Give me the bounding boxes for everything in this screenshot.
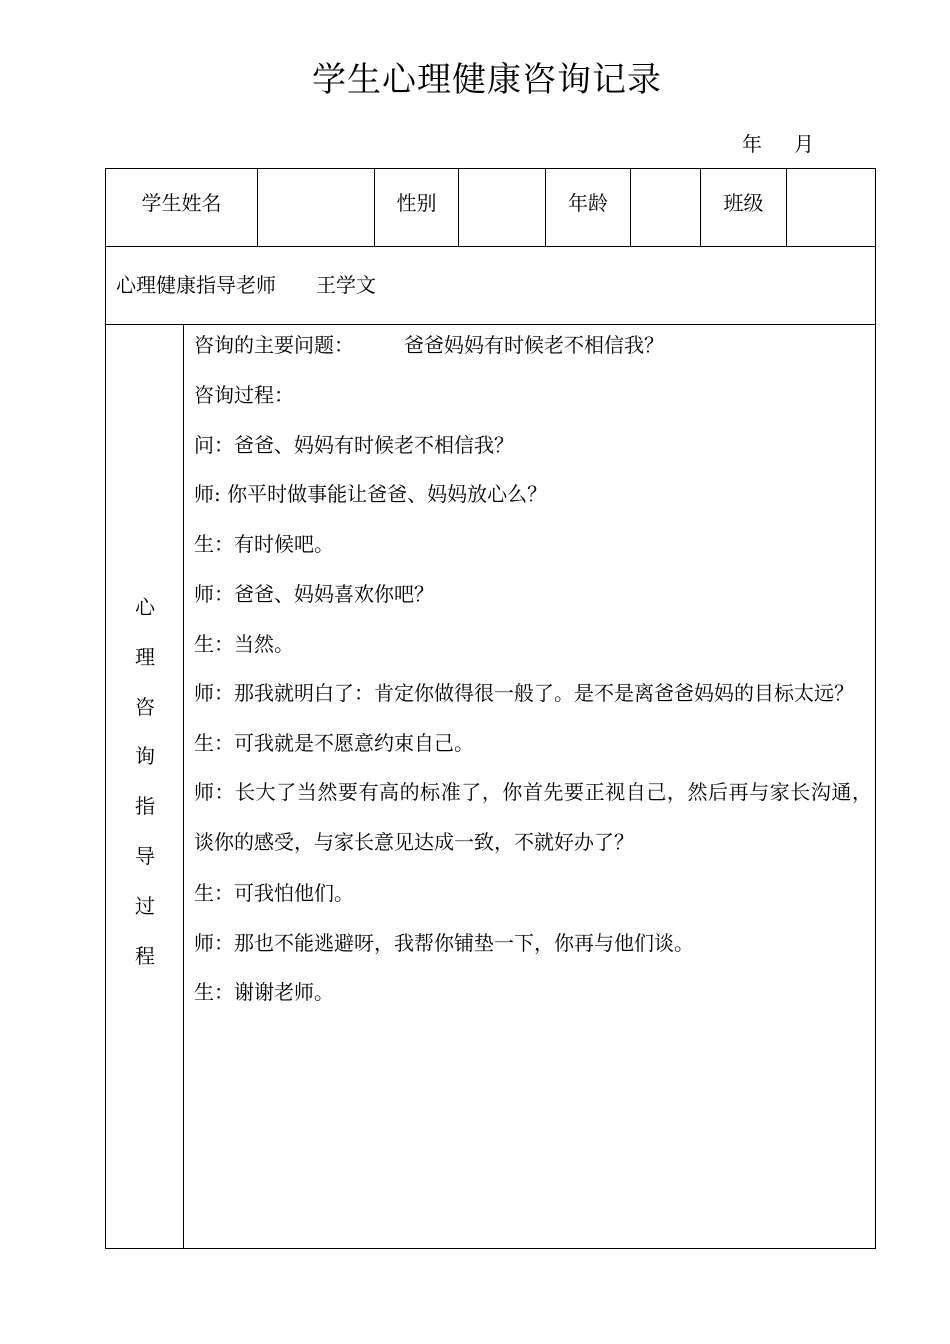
side-char: 咨: [135, 694, 155, 719]
side-char: 程: [135, 943, 155, 968]
dialogue-line: 师: 你平时做事能让爸爸、妈妈放心么？: [194, 482, 548, 507]
student-name-label: 学生姓名: [106, 169, 258, 246]
side-char: 心: [135, 595, 155, 619]
date-line: [742, 128, 814, 157]
age-field[interactable]: [631, 169, 701, 246]
age-label: 年龄: [546, 169, 631, 246]
gender-field[interactable]: [459, 169, 546, 246]
dialogue-line: 师：长大了当然要有高的标准了，你首先要正视自己，然后再与家长沟通，谈你的感受，与家长意见达成一致，不就好办了？: [194, 780, 872, 854]
teacher-label: 心理健康指导老师: [116, 273, 276, 297]
dialogue-line: 生：有时候吧。: [194, 532, 334, 557]
main-question-text: 爸爸妈妈有时候老不相信我？: [404, 333, 664, 357]
main-question-line: [194, 333, 872, 383]
dialogue-line: 师：爸爸、妈妈喜欢你吧？: [194, 581, 434, 606]
gender-label: 性别: [375, 169, 459, 246]
process-row: [106, 325, 875, 1248]
page-title: 学生心理健康咨询记录: [312, 60, 662, 100]
teacher-row: [106, 247, 875, 325]
side-char: 过: [135, 893, 155, 918]
class-label: 班级: [701, 169, 787, 246]
process-side-label: [106, 595, 184, 993]
dialogue-line: 师：那也不能逃避呀，我帮你铺垫一下，你再与他们谈。: [194, 930, 694, 955]
dialogue-line: 问：爸爸、妈妈有时候老不相信我？: [194, 432, 514, 457]
student-name-field[interactable]: [258, 169, 375, 246]
dialogue-line: 生：可我怕他们。: [194, 880, 354, 905]
dialogue-line: 生：当然。: [194, 631, 294, 656]
teacher-name: 王学文: [316, 273, 376, 297]
dialogue-line: 师：那我就明白了：肯定你做得很一般了。是不是离爸爸妈妈的目标太远？: [194, 680, 854, 705]
dialogue-line: 生：可我就是不愿意约束自己。: [194, 731, 474, 756]
class-field[interactable]: [787, 169, 875, 246]
process-content: [194, 333, 872, 1030]
side-char: 指: [135, 794, 155, 819]
side-char: 导: [135, 843, 155, 868]
main-question-label: 咨询的主要问题：: [194, 333, 354, 357]
side-char: 询: [135, 744, 155, 769]
process-label: 咨询过程：: [194, 382, 294, 407]
date-month-label: 月: [794, 132, 814, 156]
process-side-cell: [106, 325, 184, 1248]
date-year-label: 年: [742, 132, 762, 156]
student-info-row: [106, 169, 875, 247]
consultation-form: [105, 168, 876, 1249]
side-char: 理: [135, 644, 155, 669]
dialogue-line: 生：谢谢老师。: [194, 980, 334, 1005]
